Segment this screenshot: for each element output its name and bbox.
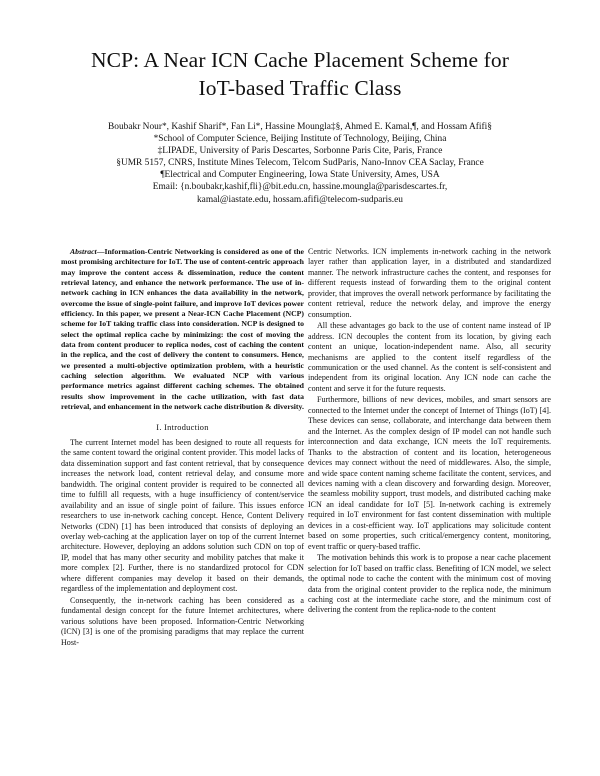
intro-paragraph: Furthermore, billions of new devices, mobiles, and smart sensors are connected to the Internet under the concept of Internet of Things (IoT) [4]. These devices can sense, collaborate, and interchange data between them and the Internet. As the complex design of IP model can not handle such interconnection and data exchange, ICN meets the IoT requirements. Thanks to the abstraction of content and its location, heterogeneous devices may connect without the need of middlewares. Also, the simple, and wide space content naming scheme facilitate the content, services, and devices naming with a clean discovery and forwarding design. Moreover, the seamless mobility support, trust models, and distributed caching make ICN an ideal candidate for IoT [5]. In-network caching is extremely required in IoT environment for fast content dissemination with multiple devices in a cost-efficient way. IoT applications may solicitude content based on some properties, such critical/emergency content, monitoring, event traffic or query-based traffic. (308, 395, 551, 551)
affiliation-bit: *School of Computer Science, Beijing Institute of Technology, Beijing, China (153, 134, 447, 145)
intro-paragraph: The motivation behinds this work is to propose a near cache placement selection for IoT based on traffic class. Benefiting of ICN model, we select the optimal node to cache the content with the minimum cost of moving data from the original content provider to the replica node, the minimum caching cost at the intermediate cache store, and the minimum cost of delivering the content from the replica-node to the content (308, 553, 551, 615)
intro-paragraph: Consequently, the in-network caching has been considered as a fundamental design concept for the future Internet architectures, where various solutions have been proposed. Information-Centric Networking (ICN) [3] is one of the promising paradigms that may replace the current Host- (61, 595, 304, 647)
abstract-text: —Information-Centric Networking is considered as one of the most promising architecture for IoT. The use of content-centric approach may improve the content access & dissemination, reduce the content retrieval latency, and enhance the network performance. The use of in-network caching in ICN enhances the data availability in the network, overcome the issue of single-point failure, and improve IoT devices power efficiency. In this paper, we present a Near-ICN Cache Placement (NCP) scheme for IoT taking traffic class into consideration. NCP is designed to select the optimal replica cache by minimizing: the cost of moving the data from content producer to replica nodes, cost of caching the content in the replica, and the cost of delivery the content to consumers. Hence, we presented a multi-objective optimization problem, with a heuristic caching selection algorithm. We evaluated NCP with various performance metrics against different caching schemes. The obtained results show improvement in the cache utilization, with fast data retrieval, and enhancement in the network cache distribution & diversity. (61, 247, 304, 412)
paper-title (40, 46, 560, 102)
affiliation-iowa: ¶Electrical and Computer Engineering, Iowa State University, Ames, USA (160, 170, 440, 181)
left-column (61, 247, 304, 648)
title-line-2: IoT-based Traffic Class (198, 76, 402, 100)
intro-paragraph: The current Internet model has been designed to route all requests for the same content toward the original content provider. This model lacks of data dissemination support and fast content retrieval, that by consequence increases the network load, content retrieval delay, and consume more bandwidth. The original content provider is required to be connected all time to fulfill all requests, with a huge insufficiency of content/service availability and an issue of single point of failure. This issues enforce researchers to use in-network caching concept. Hence, Content Delivery Networks (CDN) [1] has been introduced that consists of deploying an overlay web-caching at the application layer on top of the current Internet architecture. However, deploying an addons solution such CDN on top of IP, model that has many other security and mobility patches that make it more complex [2]. Further, there is no standardized protocol for CDN where different companies may develop it based on their demands, regardless of the implementation and deployment cost. (61, 437, 304, 594)
affiliation-cnrs: §UMR 5157, CNRS, Institute Mines Telecom, Telcom SudParis, Nano-Innov CEA Saclay, France (116, 158, 484, 169)
abstract (61, 247, 304, 413)
intro-paragraph: All these advantages go back to the use of content name instead of IP address. ICN decouples the content from its location, by giving each content an unique, location-independent name. Also, all security mechanisms are applied to the content itself regardless of the communication or the used channel. As the content is self-consistent and independent from its original location. Any ICN node can cache the content and serve it for the future requests. (308, 321, 551, 393)
affiliation-lipade: ‡LIPADE, University of Paris Descartes, Sorbonne Paris Cite, Paris, France (157, 146, 443, 157)
section-heading-introduction: I. Introduction (156, 422, 209, 432)
abstract-label: Abstract (70, 247, 97, 256)
right-column (308, 247, 551, 616)
author-names: Boubakr Nour*, Kashif Sharif*, Fan Li*, Hassine Moungla‡§, Ahmed E. Kamal,¶, and Hossam Afifi§ (108, 122, 492, 132)
intro-paragraph: Centric Networks. ICN implements in-network caching in the network layer rather than application layer, in a distributed and standardized manner. The network infrastructure caches the content, and responses for different requests instead of forwarding them to the original content provider, that improves the overall network performance by facilitating the content retrieval, reduce the network delay, and improve the energy consumption. (308, 247, 551, 319)
author-emails-2: kamal@iastate.edu, hossam.afifi@telecom-sudparis.eu (196, 194, 403, 205)
title-line-1: NCP: A Near ICN Cache Placement Scheme for (91, 48, 509, 72)
author-block (30, 121, 570, 206)
author-emails-1: Email: {n.boubakr,kashif,fli}@bit.edu.cn, hassine.moungla@parisdescartes.fr, (152, 182, 448, 193)
